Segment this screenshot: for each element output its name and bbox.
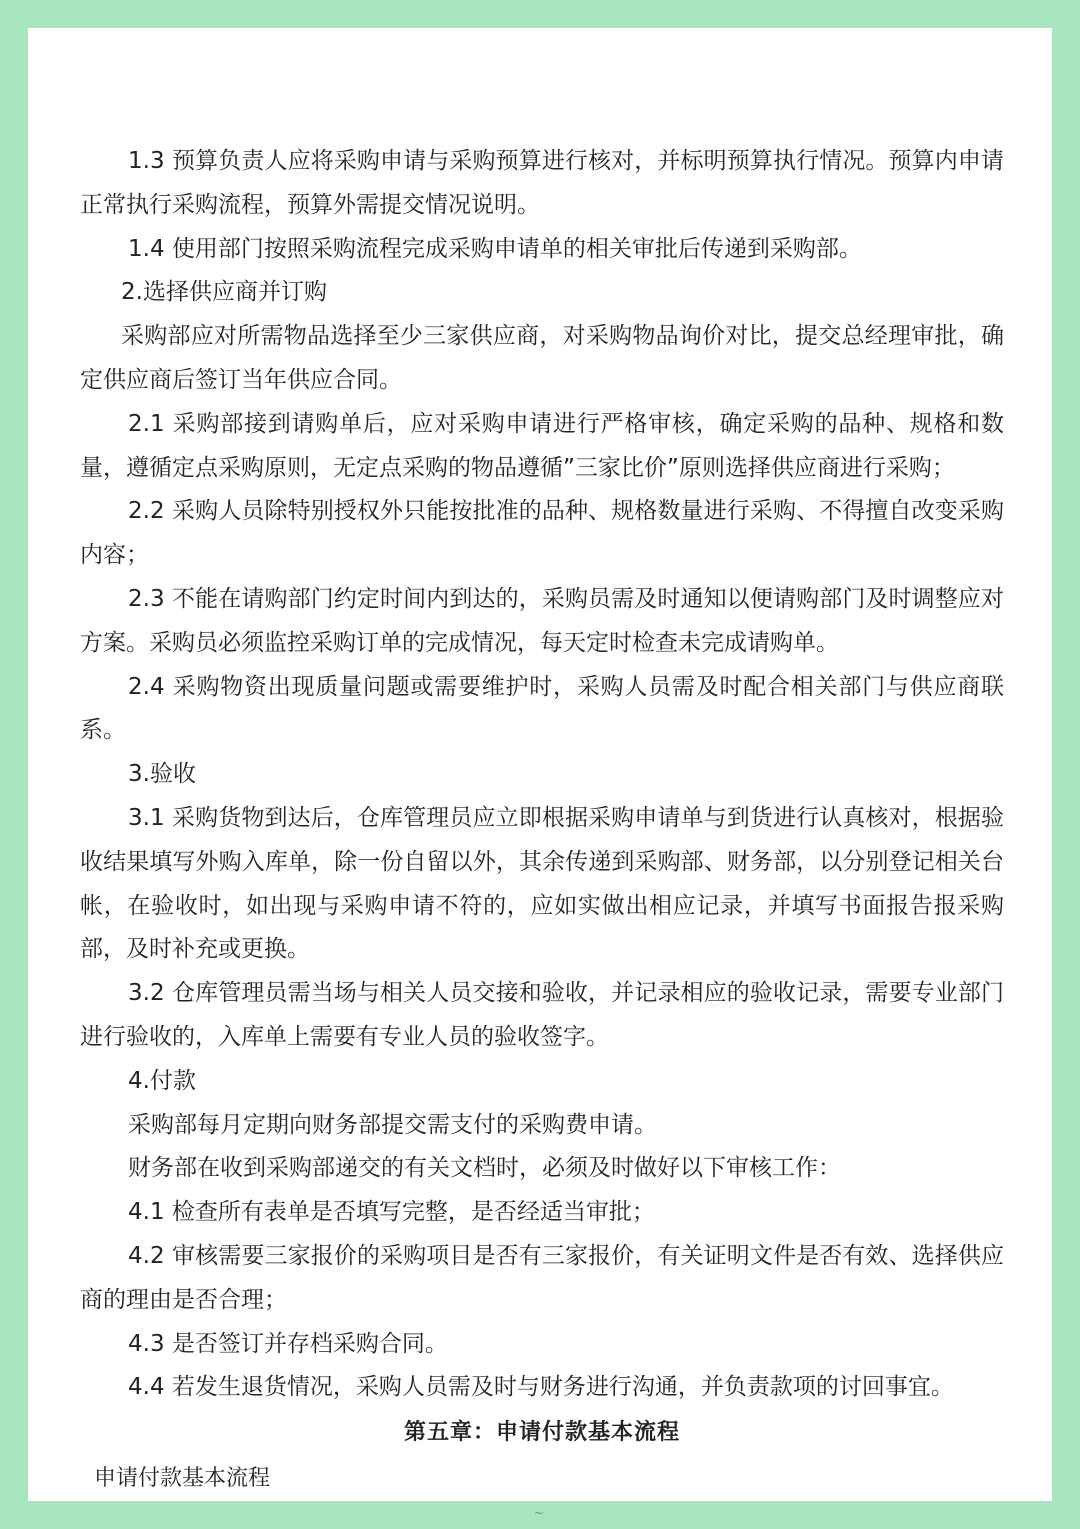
paragraph-1-4: 1.4 使用部门按照采购流程完成采购申请单的相关审批后传递到采购部。	[128, 235, 862, 262]
paragraph-2-2: 2.2 采购人员除特别授权外只能按批准的品种、规格数量进行采购、不得擅自改变采购内容；	[80, 498, 1004, 569]
heading-2-select-supplier: 2.选择供应商并订购	[121, 279, 327, 306]
paragraph-1-3: 1.3 预算负责人应将采购申请与采购预算进行核对，并标明预算执行情况。预算内申请正常执行采购流程，预算外需提交情况说明。	[80, 148, 1004, 218]
paragraph-4-b: 财务部在收到采购部递交的有关文档时，必须及时做好以下审核工作：	[128, 1155, 841, 1182]
page-mark: ~	[534, 1506, 545, 1520]
heading-3-acceptance: 3.验收	[128, 761, 196, 788]
paragraph-2-intro: 采购部应对所需物品选择至少三家供应商，对采购物品询价对比，提交总经理审批，确定供应商后签订当年供应合同。	[80, 323, 1004, 393]
paragraph-4-3: 4.3 是否签订并存档采购合同。	[128, 1330, 448, 1357]
paragraph-2-4: 2.4 采购物资出现质量问题或需要维护时，采购人员需及时配合相关部门与供应商联系。	[80, 673, 1004, 744]
paragraph-2-3: 2.3 不能在请购部门约定时间内到达的，采购员需及时通知以便请购部门及时调整应对方案。采购员必须监控采购订单的完成情况，每天定时检查未完成请购单。	[80, 585, 1004, 656]
section-title: 申请付款基本流程	[94, 1466, 271, 1492]
paragraph-3-1: 3.1 采购货物到达后，仓库管理员应立即根据采购申请单与到货进行认真核对，根据验收结果填写外购入库单，除一份自留以外，其余传递到采购部、财务部，以分别登记相关台帐，在验收时，如出现与采购申请不符的，应如实做出相应记录，并填写书面报告报采购部，及时补充或更换。	[80, 804, 1004, 963]
heading-4-payment: 4.付款	[128, 1067, 196, 1094]
paragraph-4-1: 4.1 检查所有表单是否填写完整，是否经适当审批；	[128, 1199, 655, 1226]
paragraph-3-2: 3.2 仓库管理员需当场与相关人员交接和验收，并记录相应的验收记录，需要专业部门进行验收的，入库单上需要有专业人员的验收签字。	[80, 980, 1004, 1050]
paragraph-4-2: 4.2 审核需要三家报价的采购项目是否有三家报价，有关证明文件是否有效、选择供应商的理由是否合理；	[80, 1242, 1004, 1313]
paragraph-4-4: 4.4 若发生退货情况，采购人员需及时与财务进行沟通，并负责款项的讨回事宜。	[128, 1374, 954, 1401]
chapter-title: 第五章：申请付款基本流程	[403, 1420, 680, 1446]
document-body	[80, 140, 1004, 1502]
paragraph-4-a: 采购部每月定期向财务部提交需支付的采购费申请。	[128, 1111, 657, 1138]
paragraph-2-1: 2.1 采购部接到请购单后，应对采购申请进行严格审核，确定采购的品种、规格和数量，遵循定点采购原则，无定点采购的物品遵循”三家比价”原则选择供应商进行采购；	[80, 410, 1004, 481]
document-page	[28, 28, 1052, 1520]
